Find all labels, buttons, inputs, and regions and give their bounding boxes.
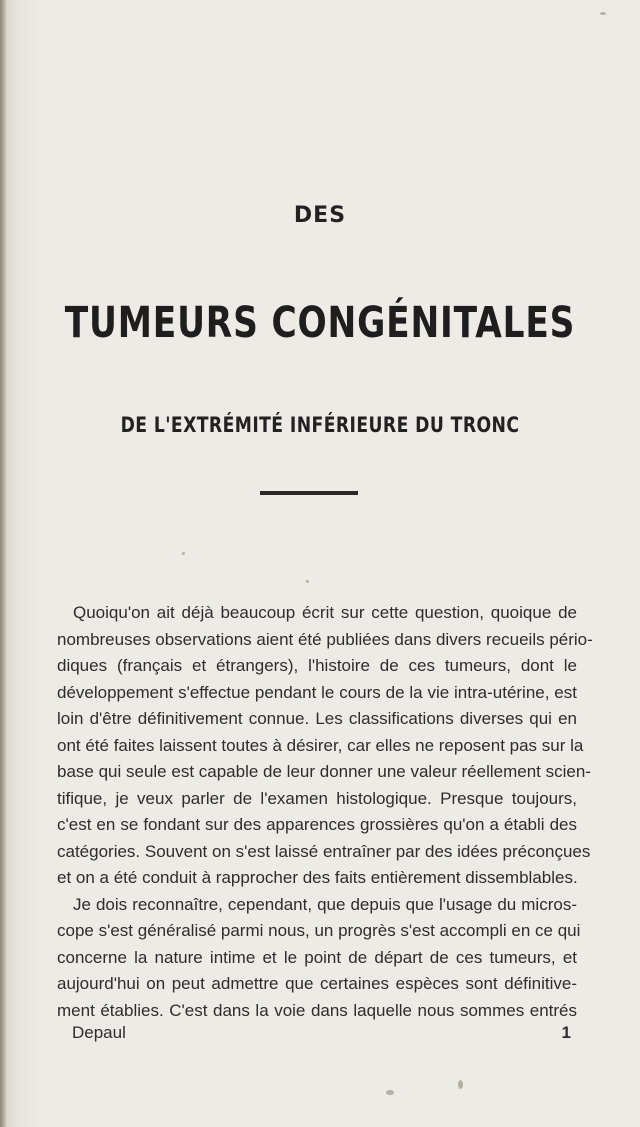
body-line: aujourd'hui on peut admettre que certaines espèces sont définitive- — [57, 974, 577, 993]
body-line: et on a été conduit à rapprocher des faits entièrement dissemblables. — [57, 868, 578, 887]
paper-speck — [600, 12, 606, 15]
body-line: ont été faites laissent toutes à désirer, car elles ne reposent pas sur la — [57, 735, 584, 755]
body-line: catégories. Souvent on s'est laissé entraîner par des idées préconçues — [57, 841, 591, 861]
body-line: concerne la nature intime et le point de départ de ces tumeurs, et — [57, 947, 577, 967]
paper-speck — [182, 552, 185, 555]
body-line: nombreuses observations aient été publiées dans divers recueils pério- — [57, 629, 593, 649]
heading-subtitle: DE L'EXTRÉMITÉ INFÉRIEURE DU TRONC — [120, 413, 520, 437]
body-line: cope s'est généralisé parmi nous, un progrès s'est accompli en ce qui — [57, 921, 581, 940]
body-line: développement s'effectue pendant le cours de la vie intra-utérine, est — [57, 682, 577, 702]
body-line: loin d'être définitivement connue. Les classifications diverses qui en — [57, 709, 577, 728]
heading-des: DES — [293, 203, 347, 228]
signature-mark: Depaul — [72, 1023, 126, 1042]
body-line: Quoiqu'on ait déjà beaucoup écrit sur cette question, quoique de — [73, 603, 577, 622]
paper-speck — [458, 1080, 463, 1089]
page-spine-shadow — [0, 0, 6, 1127]
body-line: ment établies. C'est dans la voie dans laquelle nous sommes entrés — [57, 1000, 577, 1020]
body-line: diques (français et étrangers), l'histoire de ces tumeurs, dont le — [57, 656, 577, 675]
paper-speck — [386, 1090, 394, 1095]
body-line: tifique, je veux parler de l'examen histologique. Presque toujours, — [57, 788, 577, 808]
section-rule — [260, 491, 358, 495]
body-line: Je dois reconnaître, cependant, que depuis que l'usage du micros- — [73, 894, 577, 914]
paper-speck — [306, 580, 309, 583]
page-number: 1 — [561, 1023, 571, 1042]
heading-main-title: TUMEURS CONGÉNITALES — [64, 298, 576, 348]
body-line: c'est en se fondant sur des apparences grossières qu'on a établi des — [57, 815, 577, 834]
body-paragraphs — [57, 600, 593, 1024]
body-line: base qui seule est capable de leur donner une valeur réellement scien- — [57, 762, 591, 781]
